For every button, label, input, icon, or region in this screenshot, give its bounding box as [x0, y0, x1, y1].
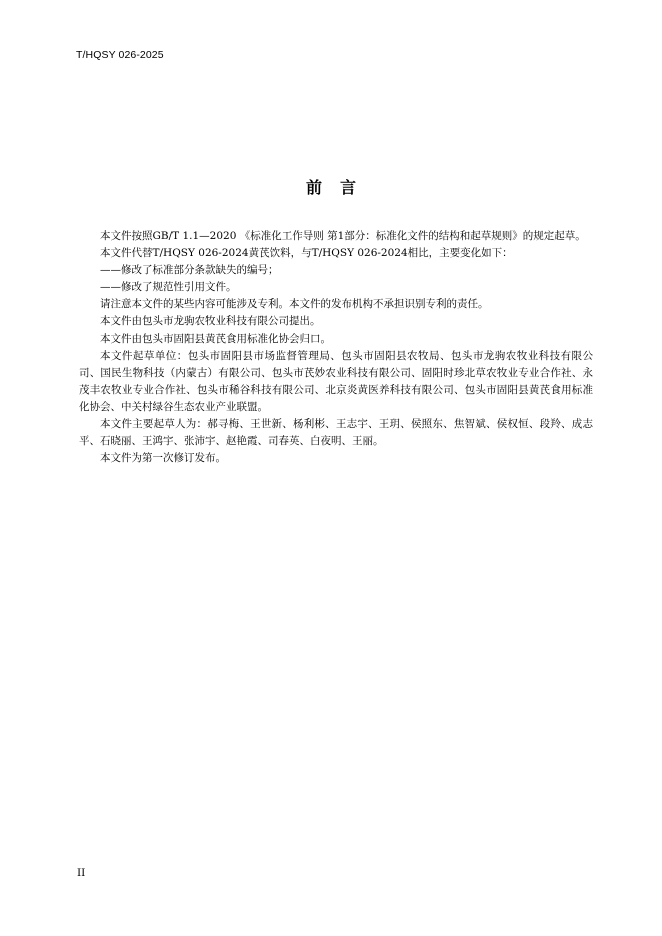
document-code: T/HQSY 026-2025: [76, 49, 164, 61]
paragraph-drafting-units: 本文件起草单位：包头市固阳县市场监督管理局、包头市固阳县农牧局、包头市龙驹农牧业科技有限公司、国民生物科技（内蒙古）有限公司、包头市芪妙农业科技有限公司、固阳时珍北草农牧业专业合作社、永茂丰农牧业专业合作社、包头市稀谷科技有限公司、北京炎黄医养科技有限公司、包头市固阳县黄芪食用标准化协会、中关村绿谷生态农业产业联盟。: [79, 349, 593, 413]
paragraph-drafting-rules: 本文件按照GB/T 1.1—2020 《标准化工作导则 第1部分：标准化文件的结构和起草规则》的规定起草。: [100, 230, 586, 242]
page-number: II: [77, 867, 86, 879]
paragraph-revision-note: 本文件为第一次修订发布。: [100, 452, 226, 465]
paragraph-replacement: 本文件代替T/HQSY 026-2024黄芪饮料，与T/HQSY 026-2024相比，主要变化如下：: [100, 247, 513, 260]
paragraph-proposer: 本文件由包头市龙驹农牧业科技有限公司提出。: [100, 315, 321, 328]
paragraph-patent-notice: 请注意本文件的某些内容可能涉及专利。本文件的发布机构不承担识别专利的责任。: [100, 298, 489, 311]
paragraph-drafters: 本文件主要起草人为：郝寻梅、王世新、杨利彬、王志宇、王玥、侯照东、焦智斌、侯权恒、段羚、成志平、石晓丽、王鸿宇、张沛宇、赵艳霞、司春英、白夜明、王丽。: [79, 418, 593, 448]
foreword-body: [79, 228, 593, 467]
page-title: 前言: [305, 178, 374, 197]
change-item-numbering: ——修改了标准部分条款缺失的编号；: [100, 264, 279, 277]
change-item-references: ——修改了规范性引用文件。: [100, 281, 237, 294]
paragraph-responsible-body: 本文件由包头市固阳县黄芪食用标准化协会归口。: [100, 332, 331, 345]
